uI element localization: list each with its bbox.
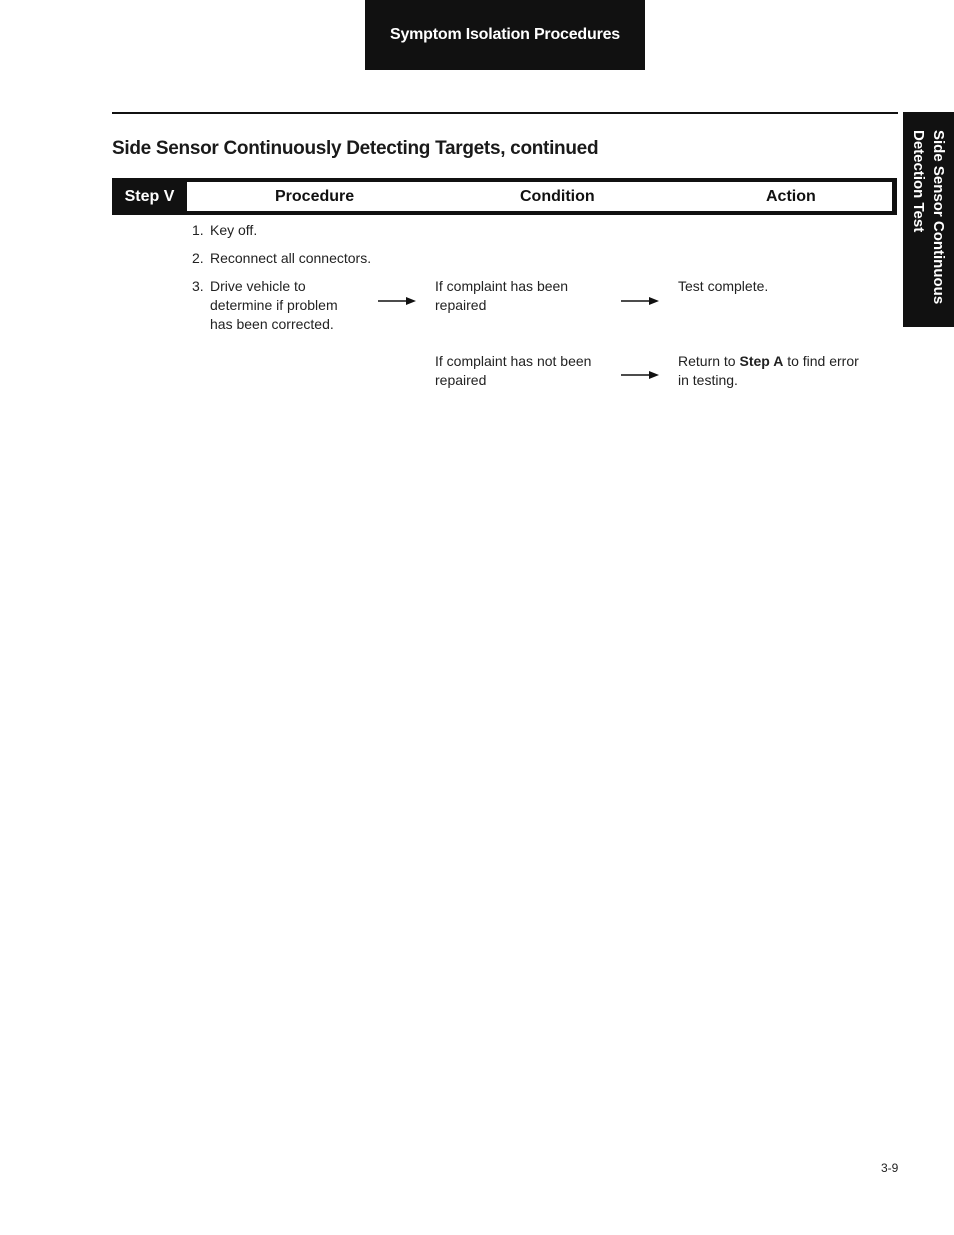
- side-tab-line2: Detection Test: [910, 130, 928, 233]
- action-2-line1: [678, 352, 859, 371]
- column-action: Action: [766, 187, 816, 205]
- arrow-right-icon: [621, 369, 661, 381]
- header-tab-label: Symptom Isolation Procedures: [389, 26, 620, 43]
- arrow-right-icon: [378, 295, 418, 307]
- condition-1-line1: If complaint has been: [435, 278, 569, 294]
- action-2: [678, 352, 859, 390]
- header-tab: [365, 0, 645, 70]
- step-3-line2: determine if problem: [210, 297, 338, 313]
- column-procedure: Procedure: [275, 187, 355, 205]
- header-rule: [112, 112, 898, 114]
- page-number: 3-9: [881, 1161, 899, 1175]
- action-1: Test complete.: [678, 278, 769, 294]
- side-tab-text: [903, 112, 954, 327]
- step-label: Step V: [124, 187, 175, 205]
- section-title: Side Sensor Continuously Detecting Targets, continued: [112, 138, 599, 159]
- step-3-text: [210, 277, 338, 334]
- step-2-text: Reconnect all connectors.: [210, 250, 372, 266]
- condition-1: [435, 277, 568, 315]
- step-1-number: 1.: [192, 222, 204, 238]
- table-header-columns: [187, 182, 892, 211]
- action-2-post: to find error: [783, 353, 859, 369]
- table-header: [112, 178, 897, 215]
- step-3-line3: has been corrected.: [210, 316, 334, 332]
- step-3-number: 3.: [192, 278, 204, 294]
- action-2-step-ref: Step A: [739, 353, 784, 369]
- side-tab-line1: Side Sensor Continuous: [930, 130, 948, 305]
- condition-2-line1: If complaint has not been: [435, 353, 592, 369]
- action-2-pre: Return to: [678, 353, 740, 369]
- arrow-right-icon: [621, 295, 661, 307]
- side-tab: [903, 112, 954, 327]
- step-1-text: Key off.: [210, 222, 258, 238]
- column-condition: Condition: [520, 187, 595, 205]
- action-2-line2: in testing.: [678, 372, 738, 388]
- condition-2: [435, 352, 591, 390]
- condition-2-line2: repaired: [435, 372, 487, 388]
- step-3-line1: Drive vehicle to: [210, 278, 306, 294]
- step-2-number: 2.: [192, 250, 204, 266]
- condition-1-line2: repaired: [435, 297, 487, 313]
